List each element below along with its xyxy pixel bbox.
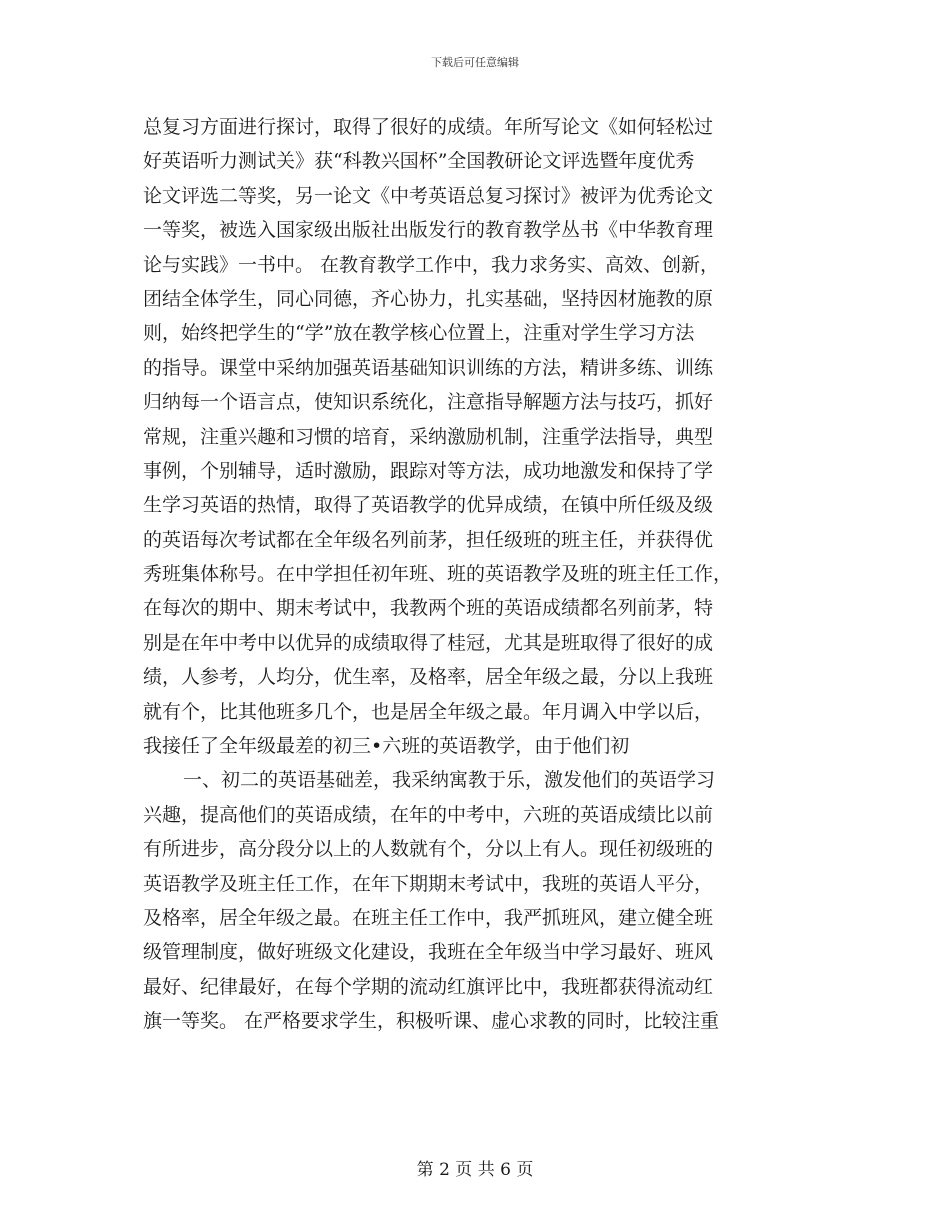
- body-line: 事例，个别辅导，适时激励，跟踪对等方法，成功地激发和保持了学: [143, 459, 714, 482]
- page-header: 下载后可任意编辑: [431, 56, 519, 69]
- page-number-footer: 第 2 页 共 6 页: [416, 1160, 534, 1180]
- body-line: 的英语每次考试都在全年级名列前茅，担任级班的班主任，并获得优: [143, 528, 714, 551]
- body-line: 最好、纪律最好，在每个学期的流动红旗评比中，我班都获得流动红: [143, 975, 714, 998]
- body-line: 在每次的期中、期末考试中，我教两个班的英语成绩都名列前茅，特: [143, 597, 714, 620]
- body-line: 我接任了全年级最差的初三•六班的英语教学，由于他们初: [143, 735, 630, 758]
- body-line: 总复习方面进行探讨，取得了很好的成绩。年所写论文《如何轻松过: [143, 116, 714, 138]
- body-line: 一等奖，被选入国家级出版社出版发行的教育教学丛书《中华教育理: [143, 219, 714, 242]
- body-line: 级管理制度，做好班级文化建设，我班在全年级当中学习最好、班风: [143, 941, 714, 964]
- body-line: 的指导。课堂中采纳加强英语基础知识训练的方法，精讲多练、训练: [143, 356, 714, 379]
- body-line: 论文评选二等奖，另一论文《中考英语总复习探讨》被评为优秀论文: [143, 184, 714, 207]
- body-line: 及格率，居全年级之最。在班主任工作中，我严抓班风，建立健全班: [143, 906, 714, 929]
- body-line: 归纳每一个语言点，使知识系统化，注意指导解题方法与技巧，抓好: [143, 391, 714, 414]
- body-line: 常规，注重兴趣和习惯的培育，采纳激励机制，注重学法指导，典型: [143, 425, 714, 448]
- paragraph-start-line: 一、初二的英语基础差，我采纳寓教于乐，激发他们的英语学习: [183, 769, 716, 792]
- body-line: 绩，人参考，人均分，优生率，及格率，居全年级之最，分以上我班: [143, 666, 714, 689]
- body-line: 论与实践》一书中。 在教育教学工作中，我力求务实、高效、创新，: [143, 253, 720, 276]
- body-line: 秀班集体称号。在中学担任初年班、班的英语教学及班的班主任工作，: [143, 563, 733, 586]
- body-line: 好英语听力测试关》获“科教兴国杯”全国教研论文评选暨年度优秀: [143, 150, 695, 173]
- document-body: [143, 110, 811, 1039]
- body-line: 兴趣，提高他们的英语成绩，在年的中考中，六班的英语成绩比以前: [143, 803, 714, 826]
- body-line: 有所进步，高分段分以上的人数就有个，分以上有人。现任初级班的: [143, 838, 714, 861]
- body-line: 则，始终把学生的“学”放在教学核心位置上，注重对学生学习方法: [143, 322, 695, 345]
- body-line: 英语教学及班主任工作，在年下期期末考试中，我班的英语人平分，: [143, 872, 714, 895]
- body-line: 团结全体学生，同心同德，齐心协力，扎实基础，坚持因材施教的原: [143, 287, 714, 310]
- body-line: 旗一等奖。 在严格要求学生，积极听课、虚心求教的同时，比较注重: [143, 1010, 720, 1033]
- body-line: 就有个，比其他班多几个，也是居全年级之最。年月调入中学以后，: [143, 700, 714, 723]
- body-line: 生学习英语的热情，取得了英语教学的优异成绩，在镇中所任级及级: [143, 494, 714, 517]
- body-line: 别是在年中考中以优异的成绩取得了桂冠，尤其是班取得了很好的成: [143, 631, 714, 654]
